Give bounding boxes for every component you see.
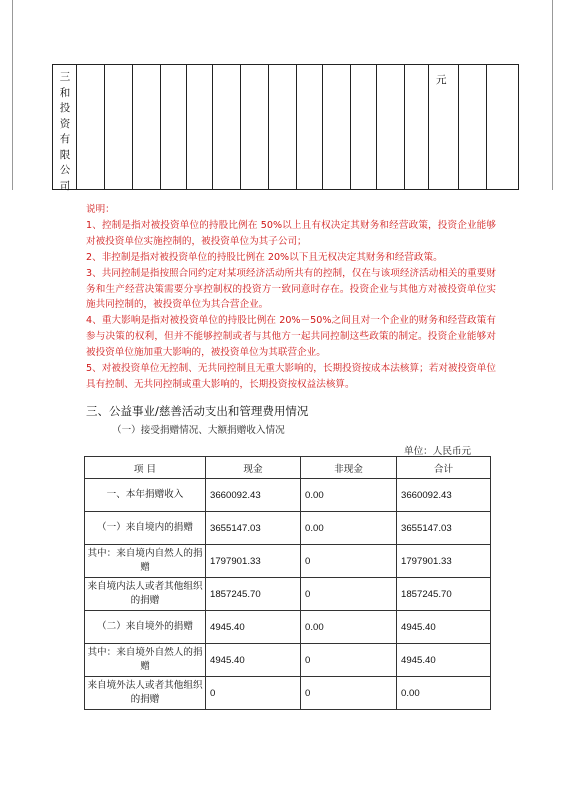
row-item: 来自境内法人或者其他组织的捐赠 (85, 578, 206, 611)
row-cash: 1857245.70 (206, 578, 301, 611)
notes-heading: 说明： (86, 204, 115, 215)
table-row (85, 512, 491, 545)
currency-cell: 元 (436, 74, 447, 86)
table-border (132, 64, 133, 190)
row-cash: 4945.40 (206, 611, 301, 644)
row-item: 其中：来自境内自然人的捐赠 (85, 545, 206, 578)
row-total: 0.00 (397, 677, 491, 710)
table-row (85, 479, 491, 512)
row-total: 1797901.33 (397, 545, 491, 578)
table-row (85, 644, 491, 677)
table-border (52, 64, 53, 190)
currency-unit: 单位：人民币元 (404, 446, 472, 457)
row-total: 4945.40 (397, 611, 491, 644)
column-header-item: 项 目 (85, 457, 206, 479)
table-row (85, 677, 491, 710)
section-subtitle: （一）接受捐赠情况、大额捐赠收入情况 (112, 425, 285, 436)
row-noncash: 0.00 (301, 611, 397, 644)
table-border (52, 189, 518, 190)
table-border (322, 64, 323, 190)
table-header-row (85, 457, 491, 479)
table-border (76, 64, 77, 190)
row-cash: 3655147.03 (206, 512, 301, 545)
row-item: 来自境外法人或者其他组织的捐赠 (85, 677, 206, 710)
row-noncash: 0 (301, 578, 397, 611)
note-item: 3、共同控制是指按照合同约定对某项经济活动所共有的控制，仅在与该项经济活动相关的重要财务和生产经营决策需要分享控制权的投资方一致同意时存在。投资企业与其他方对被投资单位实施共同控制的，被投资单位为其合营企业。 (86, 267, 496, 311)
row-cash: 3660092.43 (206, 479, 301, 512)
table-border (376, 64, 377, 190)
row-total: 1857245.70 (397, 578, 491, 611)
note-item: 4、重大影响是指对被投资单位的持股比例在 20%－50%之间且对一个企业的财务和经营政策有参与决策的权利，但并不能够控制或者与其他方一起共同控制这些政策的制定。投资企业能够对被投资单位施加重大影响的，被投资单位为其联营企业。 (86, 315, 496, 359)
donation-table (84, 456, 491, 710)
investment-table-continuation (0, 0, 565, 190)
section-title: 三、公益事业/慈善活动支出和管理费用情况 (86, 404, 309, 418)
table-border (296, 64, 297, 190)
note-item: 1、控制是指对被投资单位的持股比例在 50%以上且有权决定其财务和经营政策，投资企业能够对被投资单位实施控制的，被投资单位为其子公司； (86, 219, 496, 247)
company-name-cell: 三和投资有限公司 (59, 71, 71, 192)
row-cash: 0 (206, 677, 301, 710)
table-border (160, 64, 161, 190)
notes-block (86, 202, 496, 393)
column-header-noncash: 非现金 (301, 457, 397, 479)
row-total: 3660092.43 (397, 479, 491, 512)
table-border (52, 64, 518, 65)
row-item: 其中：来自境外自然人的捐赠 (85, 644, 206, 677)
column-header-cash: 现金 (206, 457, 301, 479)
table-border (428, 64, 429, 190)
table-border (486, 64, 487, 190)
row-item: （一）来自境内的捐赠 (85, 512, 206, 545)
table-border (404, 64, 405, 190)
note-item: 5、对被投资单位无控制、无共同控制且无重大影响的，长期投资按成本法核算；若对被投资单位具有控制、无共同控制或重大影响的，长期投资按权益法核算。 (86, 363, 496, 390)
row-total: 3655147.03 (397, 512, 491, 545)
table-border (458, 64, 459, 190)
table-border (186, 64, 187, 190)
table-border (12, 0, 13, 190)
table-row (85, 578, 491, 611)
row-noncash: 0 (301, 644, 397, 677)
note-item: 2、非控制是指对被投资单位的持股比例在 20%以下且无权决定其财务和经营政策。 (86, 251, 443, 263)
table-border (552, 0, 553, 190)
table-row (85, 611, 491, 644)
table-border (212, 64, 213, 190)
row-item: 一、本年捐赠收入 (85, 479, 206, 512)
table-border (518, 64, 519, 190)
row-noncash: 0.00 (301, 479, 397, 512)
table-border (104, 64, 105, 190)
row-cash: 1797901.33 (206, 545, 301, 578)
table-row (85, 545, 491, 578)
column-header-total: 合计 (397, 457, 491, 479)
row-noncash: 0.00 (301, 512, 397, 545)
row-cash: 4945.40 (206, 644, 301, 677)
row-noncash: 0 (301, 677, 397, 710)
row-total: 4945.40 (397, 644, 491, 677)
row-noncash: 0 (301, 545, 397, 578)
table-border (268, 64, 269, 190)
table-border (240, 64, 241, 190)
row-item: （二）来自境外的捐赠 (85, 611, 206, 644)
table-border (350, 64, 351, 190)
